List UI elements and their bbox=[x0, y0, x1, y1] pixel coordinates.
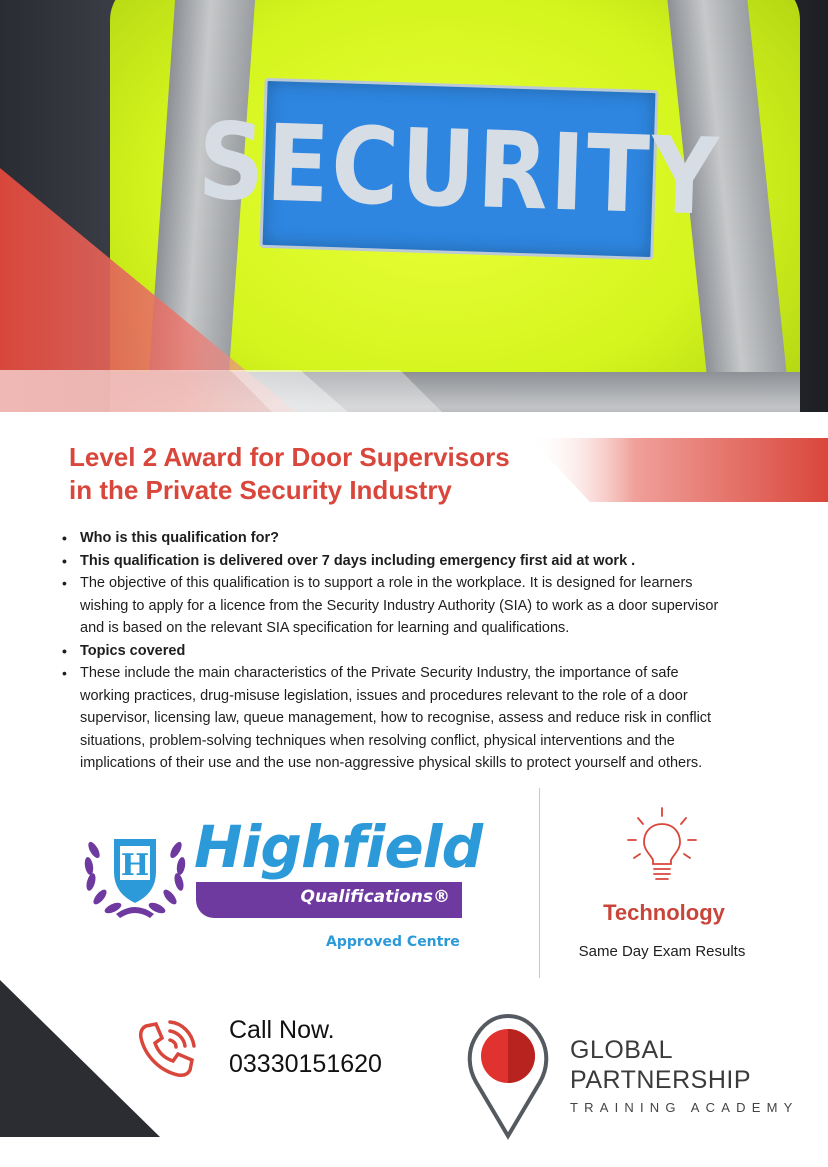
technology-subtitle: Same Day Exam Results bbox=[578, 943, 746, 960]
list-item: • Who is this qualification for? bbox=[62, 527, 722, 550]
highfield-crest-icon bbox=[80, 820, 190, 920]
call-now-label: Call Now. bbox=[229, 1016, 335, 1044]
course-info-list bbox=[62, 527, 722, 775]
security-badge-text: SECURITY bbox=[196, 99, 722, 239]
page-title-line-1: Level 2 Award for Door Supervisors bbox=[69, 442, 510, 472]
page-title-line-2: in the Private Security Industry bbox=[69, 475, 452, 505]
list-item: • These include the main characteristics of the Private Security Industry, the importance of safe working practices, drug-misuse legislation, issues and procedures relevant to the role of a door supervisor, licensing law, queue management, how to recognise, assess and reduce risk in conflict situations, problem-solving techniques when resolving conflict, physical interventions and the implications of their use and the use non-aggressive physical skills to protect yourself and others. bbox=[62, 662, 722, 775]
highfield-qualifications-bar bbox=[196, 882, 462, 918]
brand-name-line-1: GLOBAL bbox=[570, 1036, 674, 1064]
brand-name-line-2: PARTNERSHIP bbox=[570, 1066, 752, 1094]
brand-tagline: TRAINING ACADEMY bbox=[570, 1100, 799, 1115]
location-pin-icon bbox=[466, 1012, 550, 1140]
phone-ringing-icon[interactable] bbox=[134, 1016, 200, 1082]
hero-image bbox=[0, 0, 828, 440]
list-item: • Topics covered bbox=[62, 640, 722, 663]
highfield-wordmark: Highfield bbox=[194, 813, 483, 881]
approved-centre-label: Approved Centre bbox=[326, 934, 460, 950]
lightbulb-icon bbox=[624, 806, 700, 886]
page-title bbox=[69, 441, 629, 507]
red-diagonal-overlay bbox=[0, 0, 828, 440]
technology-title: Technology bbox=[603, 900, 725, 925]
highfield-crest-letter: H bbox=[120, 848, 150, 883]
highfield-qualifications-text: Qualifications® bbox=[300, 887, 450, 907]
phone-number[interactable]: 03330151620 bbox=[229, 1050, 382, 1078]
list-item: • This qualification is delivered over 7 days including emergency first aid at work . bbox=[62, 550, 722, 573]
list-item: • The objective of this qualification is to support a role in the workplace. It is designed for learners wishing to apply for a licence from the Security Industry Authority (SIA) to work as a door supervisor and is based on the relevant SIA specification for learning and qualifications. bbox=[62, 572, 722, 640]
